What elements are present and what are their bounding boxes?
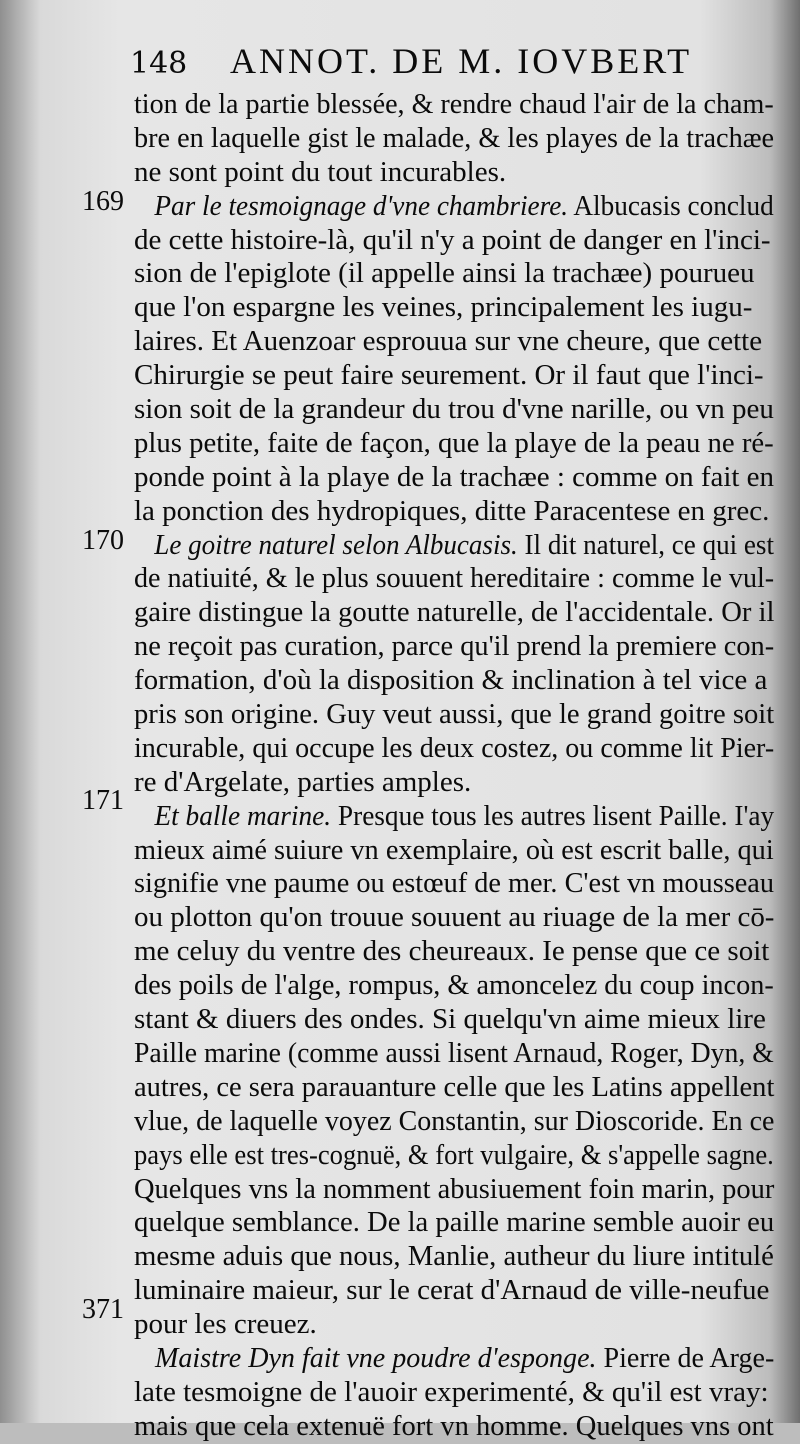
text-line: quelque semblance. De la paille marine semble auoir eu (134, 1206, 775, 1239)
entry-number: 371 (82, 1294, 124, 1325)
lemma: Et balle marine. (154, 799, 332, 832)
text-line: ponde point à la playe de la trachæe : comme on fait en (134, 460, 774, 493)
text-line: gaire distingue la goutte naturelle, de l'accidentale. Or il (134, 596, 775, 629)
text-line: luminaire maieur, sur le cerat d'Arnaud de ville-neufue (134, 1274, 770, 1307)
text-line: des poils de l'alge, rompus, & amoncelez du coup incon- (134, 969, 774, 1002)
text-line: stant & diuers des ondes. Si quelqu'vn aime mieux lire (134, 1003, 766, 1036)
text-line: ne reçoit pas curation, parce qu'il prend la premiere con- (134, 630, 775, 663)
text-line: re d'Argelate, parties amples. (134, 765, 472, 798)
text-line: formation, d'où la disposition & inclination à tel vice a (134, 664, 768, 697)
text-line: sion soit de la grandeur du trou d'vne narille, ou vn peu (134, 393, 774, 426)
text-line: autres, ce sera parauanture celle que les Latins appellent (134, 1070, 775, 1103)
text-line: mesme aduis que nous, Manlie, autheur du liure intitulé (134, 1240, 774, 1273)
entry-first-line (134, 1341, 775, 1376)
entry-number: 170 (82, 525, 124, 556)
text-line: bre en laquelle gist le malade, & les playes de la trachæe (134, 121, 775, 154)
entry-first-line (134, 799, 775, 834)
page-number: 148 (130, 46, 188, 81)
text-line: de natiuité, & le plus souuent hereditaire : comme le vul- (134, 562, 775, 595)
entry-first-line (134, 189, 774, 224)
text-line: pour les creuez. (134, 1308, 317, 1341)
text-line: signifie vne paume ou estœuf de mer. C'est vn mousseau (134, 867, 774, 900)
lemma: Le goitre naturel selon Albucasis. (154, 528, 518, 561)
text-run: Albucasis conclud (568, 189, 774, 222)
text-line: laires. Et Auenzoar esprouua sur vne cheure, que cette (134, 325, 763, 358)
lemma: Par le tesmoignage d'vne chambriere. (154, 189, 569, 222)
text-line: tion de la partie blessée, & rendre chaud l'air de la cham- (134, 88, 774, 120)
text-line: pris son origine. Guy veut aussi, que le grand goitre soit (134, 698, 775, 731)
page-header (130, 40, 770, 90)
text-line: mais que cela extenuë fort vn homme. Quelques vns ont (134, 1409, 774, 1442)
text-line: me celuy du ventre des cheureaux. Ie pense que ce soit (134, 935, 770, 968)
body-text (134, 88, 774, 1444)
text-run: Pierre de Arge- (596, 1341, 775, 1374)
text-line: vlue, de laquelle voyez Constantin, sur Dioscoride. En ce (134, 1104, 775, 1137)
text-line: que l'on espargne les veines, principalement les iugu- (134, 291, 753, 324)
text-line: Paille marine (comme aussi lisent Arnaud, Roger, Dyn, & (134, 1036, 774, 1069)
text-line: la ponction des hydropiques, ditte Paracentese en grec. (134, 494, 770, 527)
text-run: Presque tous les autres lisent Paille. I'ay (331, 799, 775, 832)
text-line: Chirurgie se peut faire seurement. Or il faut que l'inci- (134, 359, 764, 392)
text-line: mieux aimé suiure vn exemplaire, où est escrit balle, qui (134, 833, 774, 866)
text-line: de cette histoire-là, qu'il n'y a point de danger en l'inci- (134, 223, 771, 256)
text-line: late tesmoigne de l'auoir experimenté, & qu'il est vray: (134, 1375, 769, 1408)
text-line: incurable, qui occupe les deux costez, ou comme lit Pier- (134, 731, 775, 764)
text-run: Il dit naturel, ce qui est (517, 528, 774, 561)
text-line: ne sont point du tout incurables. (134, 155, 507, 188)
lemma: Maistre Dyn fait vne poudre d'esponge. (155, 1341, 597, 1374)
text-line: pays elle est tres-cognuë, & fort vulgaire, & s'appelle sagne. (134, 1138, 774, 1171)
running-head: ANNOT. DE M. IOVBERT (230, 41, 693, 81)
entry-number: 169 (82, 186, 124, 217)
text-line: ou plotton qu'on trouue souuent au riuage de la mer cō- (134, 901, 775, 934)
text-line: Quelques vns la nomment abusiuement foin marin, pour (134, 1172, 775, 1205)
entry-first-line (134, 528, 774, 563)
text-line: sion de l'epiglote (il appelle ainsi la trachæe) pourueu (134, 257, 755, 290)
entry-number: 171 (82, 785, 124, 816)
text-line: plus petite, faite de façon, que la playe de la peau ne ré- (134, 426, 774, 459)
